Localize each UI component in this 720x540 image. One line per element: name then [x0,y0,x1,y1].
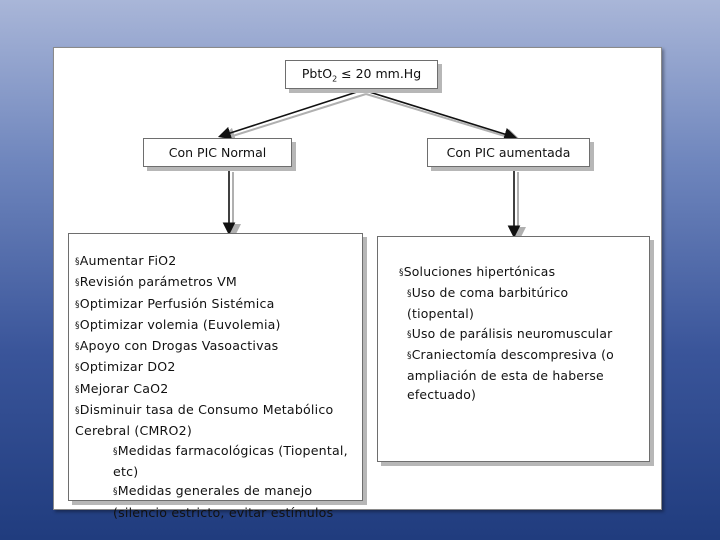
threshold-label: PbtO$_2$ ≤ 20 mm.Hg [301,65,422,84]
arrow-shadow-left [223,94,366,139]
list-item-continuation: ampliación de esta de haberse [407,368,604,384]
list-item: §Craniectomía descompresiva (o [407,346,614,362]
threshold-node [285,60,438,89]
elevated-icp-measures-box [377,236,650,462]
list-item: §Soluciones hipertónicas [399,264,556,279]
list-item: §Apoyo con Drogas Vasoactivas [75,338,279,354]
elevated-icp-node [427,138,590,167]
normal-icp-node [143,138,292,167]
arrow-to-right-node [363,90,514,137]
list-item: §Disminuir tasa de Consumo Metabólico [75,402,334,418]
list-item-continuation: Cerebral (CMRO2) [75,423,192,439]
arrow-to-left-node [221,90,363,136]
elevated-icp-label: Con PIC aumentada [446,145,571,160]
list-item: §Optimizar DO2 [75,359,176,375]
list-item: §Optimizar volemia (Euvolemia) [75,316,281,332]
normal-icp-label: Con PIC Normal [168,145,267,160]
sub-list-item-continuation: (silencio estricto, evitar estímulos [113,504,334,520]
list-item: §Uso de parálisis neuromuscular [407,325,613,341]
normal-icp-measures-box [68,233,363,520]
list-item: §Uso de coma barbitúrico [407,285,569,301]
list-item-continuation: efectuado) [407,387,477,403]
sub-list-item: §Medidas farmacológicas (Tiopental, [113,442,348,458]
list-item: §Aumentar FiO2 [75,253,177,268]
list-item-continuation: (tiopental) [407,306,474,322]
list-item: §Mejorar CaO2 [75,380,169,396]
list-item: §Optimizar Perfusión Sistémica [75,295,275,311]
list-item: §Revisión parámetros VM [75,274,237,290]
sub-list-item: §Medidas generales de manejo [113,483,313,499]
sub-list-item-continuation: etc) [113,463,139,479]
arrow-shadow-right [366,94,518,140]
